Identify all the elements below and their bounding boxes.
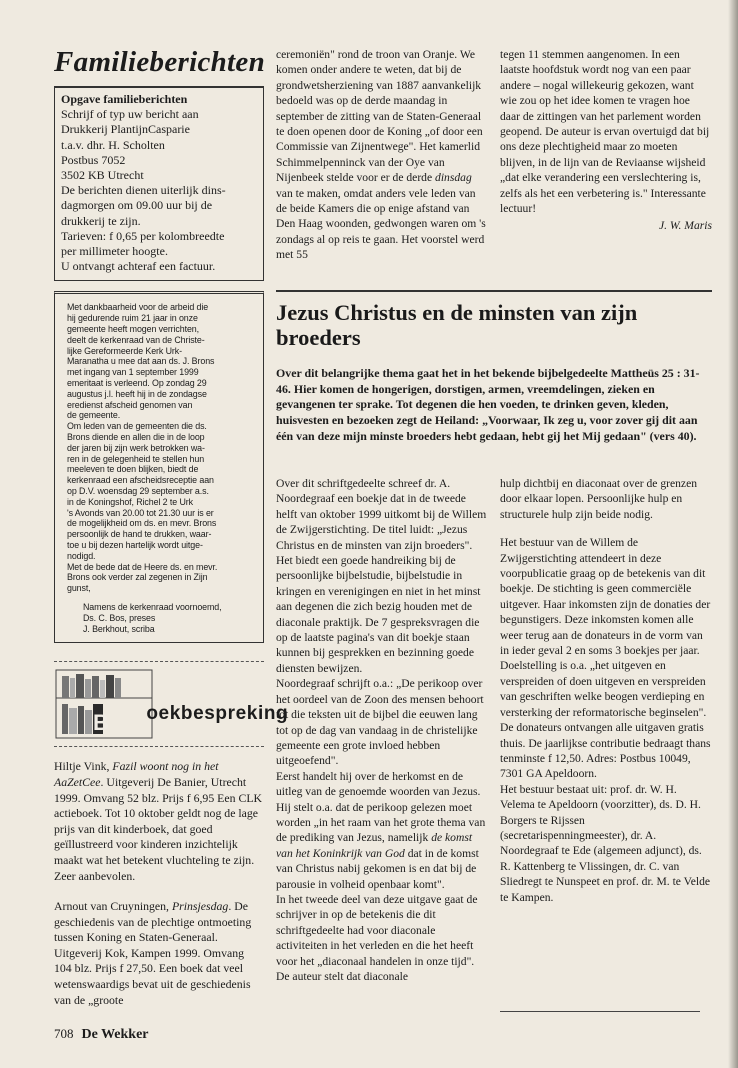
article-paragraph: hulp dichtbij en diaconaat over de grenzen door elkaar lopen. Persoonlijke hulp en structurele hulp zijn beide nodig. xyxy=(500,477,698,521)
boekbespreking-heading xyxy=(132,703,289,725)
notice-line: toe u bij dezen hartelijk wordt uitge- xyxy=(67,539,203,550)
book-review-1: Hiltje Vink, Fazil woont nog in het AaZetCee. Uitgeverij De Banier, Utrecht 1999. Omvang 52 blz. Prijs f 6,95 Een CLK actieboek. Tot 10 oktober geldt nog de lage prijs van dit kinderboek, dat goed geïllustreerd voor kinderen inzichtelijk maakt wat het betekent vluchteling te zijn. Zeer aanbevolen. xyxy=(54,759,263,883)
notice-line: in de Koningshof, Richel 2 te Urk xyxy=(67,496,193,507)
article-divider xyxy=(276,290,712,292)
notice-line: de mogelijkheid om ds. en mevr. Brons xyxy=(67,518,217,529)
signature-line: J. Berkhout, scriba xyxy=(83,623,155,634)
dashed-divider xyxy=(54,746,264,747)
notice-signature xyxy=(83,602,253,634)
page-edge-shadow xyxy=(728,0,738,1068)
notice-line: gemeente heeft mogen verrichten, xyxy=(67,324,199,335)
notice-line: lijke Gereformeerde Kerk Urk- xyxy=(67,345,182,356)
notice-line: de gemeente. xyxy=(67,410,121,421)
notice-line: der jaren bij zijn werk betrokken wa- xyxy=(67,442,205,453)
family-notice-box xyxy=(54,291,264,643)
signature-line: Namens de kerkenraad voornoemd, xyxy=(83,601,222,612)
notice-line: meeleven te doen blijken, biedt de xyxy=(67,464,199,475)
notice-line: persoonlijk de hand te drukken, waar- xyxy=(67,529,212,540)
opgave-line: drukkerij te zijn. xyxy=(61,213,141,228)
opgave-line: Schrijf of typ uw bericht aan xyxy=(61,107,199,122)
opgave-line: dagmorgen om 09.00 uur bij de xyxy=(61,198,213,213)
notice-line: nodigd. xyxy=(67,550,96,561)
notice-line: Om leden van de gemeenten die ds. xyxy=(67,421,207,432)
notice-line: deelt de kerkenraad van de Christe- xyxy=(67,334,205,345)
notice-line: emeritaat is verleend. Op zondag 29 xyxy=(67,378,207,389)
opgave-line: Drukkerij PlantijnCasparie xyxy=(61,122,190,137)
article-paragraph: Het bestuur bestaat uit: prof. dr. W. H. Velema te Apeldoorn (voorzitter), ds. D. H. Borgers te Rijssen (secretarispenningmeester), dr. A. Noordegraaf te Ede (algemeen adjunct), ds. R. Kattenberg te Vlissingen, dr. C. van Sliedregt te Nunspeet en prof. dr. M. te Velde te Kampen. xyxy=(500,782,711,904)
article-column-1 xyxy=(276,476,488,984)
article-end-rule xyxy=(500,1011,700,1012)
article-paragraph: In het tweede deel van deze uitgave gaat de schrijver in op de betekenis die dit schriftgedeelte had voor diaconale activiteiten in het verleden en die het heeft voor het „diaconaal handelen in onze tijd". De auteur stelt dat diaconale xyxy=(276,892,478,983)
notice-line: eredienst afscheid genomen van xyxy=(67,399,193,410)
dashed-divider xyxy=(54,661,264,662)
review-continuation: ceremoniën" rond de troon van Oranje. We komen onder andere te weten, dat bij de grondwetsherziening van 1887 aanvankelijk bedoeld was op de derde maandag in september de zitting van de Staten-Generaal te doen openen door de Koning „of door een Commissie van Zijnentwege". Het kamerlid Schimmelpenninck van der Oye van Nijenbeek stelde voor er de derde dinsdag van te maken, omdat anders vele leden van de beide Kamers die op enige afstand van Den Haag woonden, gedwongen waren om 's zondags al op reis te gaan. Het voorstel werd met 55 xyxy=(276,48,486,262)
boekbespreking-banner xyxy=(54,666,289,744)
article-lead: Over dit belangrijke thema gaat het in het bekende bijbelgedeelte Mattheüs 25 : 31-46. Hier komen de hongerigen, dorstigen, armen, vreemdelingen, zieken en gevangenen ter sprake. Tot degenen die hen voeden, te drinken geven, kleden, huisvesten en bezoeken zegt de Heiland: „Voorwaar, Ik zeg u, voor zover gij dit aan één van deze mijn minste broeders hebt gedaan, hebt gij het Mij gedaan" (vers 40). xyxy=(276,366,700,443)
article-paragraph: Noordegraaf schrijft o.a.: „De perikoop over het oordeel van de Zoon des mensen behoort tot die teksten uit de bijbel die eeuwen lang tot op de dag van vandaag in de christelijke gemeente een grote invloed hebben uitgeoefend". xyxy=(276,677,484,768)
opgave-header: Opgave familieberichten xyxy=(61,92,188,106)
article-paragraph: Over dit schriftgedeelte schreef dr. A. Noordegraaf een boekje dat in de tweede helft van oktober 1999 uitkomt bij de Willem de Zwijgerstichting. De titel luidt: „Jezus Christus en de minsten van zijn broeders". Het biedt een goede handreiking bij de persoonlijke bijbelstudie, bijbelstudie in kringen en verenigingen en niet in het minst aan degenen die zich bezig houden met de diaconale praktijk. De 7 gespreksvragen die op de laatste pagina's van dit boekje staan kunnen bij gesprekken en bezinning goede diensten bewijzen. xyxy=(276,477,487,675)
opgave-line: 3502 KB Utrecht xyxy=(61,168,144,183)
heading-rest: oekbespreking xyxy=(146,703,289,725)
notice-line: op D.V. woensdag 29 september a.s. xyxy=(67,485,209,496)
review-end-column xyxy=(500,47,712,234)
opgave-box xyxy=(54,86,264,281)
left-column xyxy=(54,46,289,1008)
page-number: 708 xyxy=(54,1026,74,1041)
opgave-line: De berichten dienen uiterlijk dins- xyxy=(61,183,226,198)
notice-line: 's Avonds van 20.00 tot 21.30 uur is er xyxy=(67,507,214,518)
notice-line: Brons ook verder zal zegenen in Zijn xyxy=(67,572,208,583)
opgave-line: Postbus 7052 xyxy=(61,152,126,167)
notice-line: met ingang van 1 september 1999 xyxy=(67,367,199,378)
banner-initial-b: B xyxy=(93,710,109,736)
signature-line: Ds. C. Bos, preses xyxy=(83,612,156,623)
article-column-2 xyxy=(500,476,712,905)
notice-line: ren in de gelegenheid te stellen hun xyxy=(67,453,205,464)
notice-line: augustus j.l. heeft hij in de zondagse xyxy=(67,388,207,399)
article-paragraph: Eerst handelt hij over de herkomst en de uitleg van de genoemde woorden van Jezus. Hij stelt o.a. dat de perikoop gelezen moet worden „in het raam van het grote thema van de prediking van Jezus, namelijk de komst van het Koninkrijk van God dat in de komst van Christus nabij gekomen is en dat bij de parousie in volheid openbaar komt". xyxy=(276,769,486,891)
opgave-line: per millimeter hoogte. xyxy=(61,244,168,259)
bookshelf-icon xyxy=(54,668,154,740)
notice-line: Met dankbaarheid voor de arbeid die xyxy=(67,302,209,313)
article-paragraph: De donateurs ontvangen alle uitgaven gratis thuis. De jaarlijkse contributie bedraagt thans tenminste f 12,50. Adres: Postbus 10049, 7301 GA Apeldoorn. xyxy=(500,721,711,781)
notice-line: hij gedurende ruim 21 jaar in onze xyxy=(67,313,198,324)
article-title: Jezus Christus en de minsten van zijn broeders xyxy=(276,300,638,350)
notice-line: Met de bede dat de Heere ds. en mevr. xyxy=(67,561,218,572)
notice-line: gunst, xyxy=(67,583,91,594)
article-paragraph: Het bestuur van de Willem de Zwijgerstichting attendeert in deze voorpublicatie graag op de betekenis van dit boekje. De stichting is geen commerciële uitgever. Haar inkomsten zijn de donaties der begunstigers. Deze inkomsten komen alle weer terug aan de donateurs in de vorm van in ieder geval 2 en soms 3 boekjes per jaar. Doelstelling is o.a. „het uitgeven en verspreiden of doen uitgeven en verspreiden van geschriften welke beogen verdieping en versterking der reformatorische beginselen". xyxy=(500,536,711,719)
notice-line: Maranatha u mee dat aan ds. J. Brons xyxy=(67,356,215,367)
opgave-line: Tarieven: f 0,65 per kolombreedte xyxy=(61,228,225,243)
opgave-line: t.a.v. dhr. H. Scholten xyxy=(61,137,165,152)
review-conclusion: tegen 11 stemmen aangenomen. In een laatste hoofdstuk wordt nog van een paar andere – nogal willekeurig gekozen, want wie zou op het idee komen te vragen hoe daar de zittingen van het parlement worden geopend. De auteur is ervan overtuigd dat bij ons deze plechtigheid maar zo moeten blijven, in de lijn van de Reviaanse wijsheid „dat elke verandering een verslechtering is, zelfs als het een verbetering is." Interessante lectuur! xyxy=(500,48,710,216)
notice-line: Brons diende en allen die in de loop xyxy=(67,432,205,442)
review-signature: J. W. Maris xyxy=(658,219,712,233)
magazine-name: De Wekker xyxy=(81,1027,149,1042)
familieberichten-title: Familieberichten xyxy=(54,46,266,78)
book-review-2: Arnout van Cruyningen, Prinsjesdag. De geschiedenis van de plechtige ontmoeting tussen Koning en Staten-Generaal. Uitgeverij Kok, Kampen 1999. Omvang 104 blz. Prijs f 27,50. Een boek dat veel wetenswaardigs bevat uit de geschiedenis van de „groote xyxy=(54,899,252,1007)
page-footer xyxy=(54,1026,149,1043)
notice-line: kerkenraad een afscheidsreceptie aan xyxy=(67,475,214,486)
review-continued-column xyxy=(276,47,488,263)
opgave-line: U ontvangt achteraf een factuur. xyxy=(61,259,216,274)
